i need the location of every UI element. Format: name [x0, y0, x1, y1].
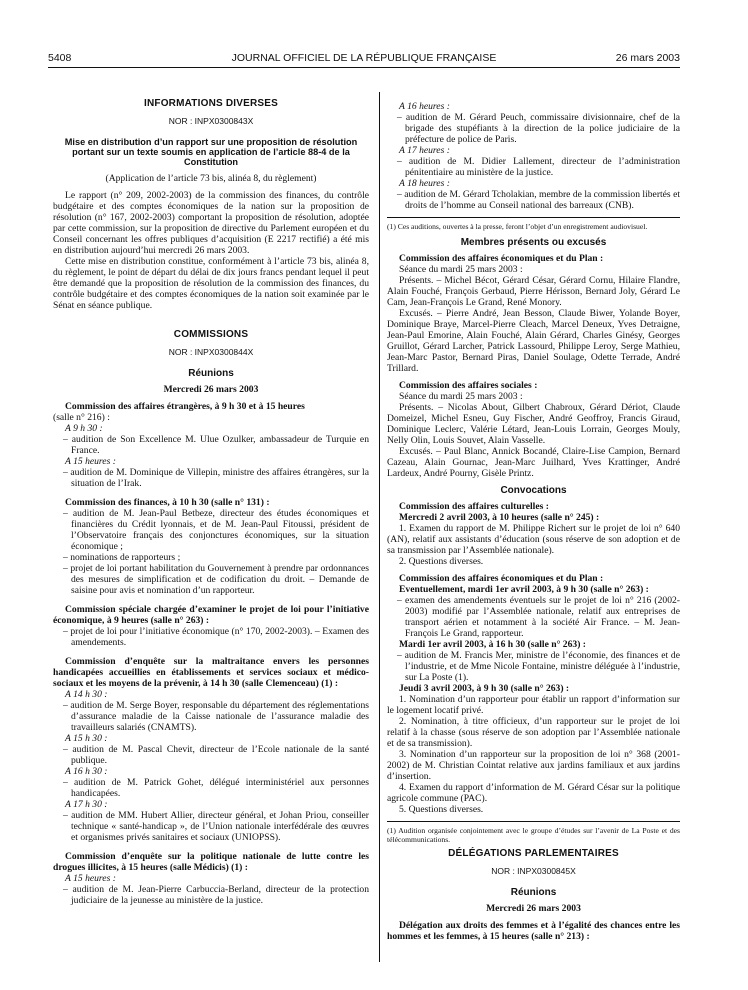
subsection-title: Convocations	[500, 485, 567, 496]
time-slot: A 16 heures :	[399, 101, 450, 112]
time-slot: A 16 h 30 :	[65, 766, 108, 777]
agenda-item: – audition de M. Didier Lallement, directeur de l’administration pénitentiaire au ministère de la justice.	[397, 156, 680, 178]
left-column	[53, 98, 369, 906]
agenda-item: 5. Questions diverses.	[399, 804, 484, 815]
right-column	[387, 101, 680, 942]
present-members: Présents. – Nicolas About, Gilbert Chabroux, Gérard Dériot, Claude Domeizel, Michel Esneu, Guy Fischer, André Geoffroy, Francis Giraud, Dominique Leclerc, Valérie Létard, Jean-Louis Lorrain, Georges Mouly, Nelly Olin, Louis Souvet, Alain Vasselle.	[387, 402, 680, 446]
meeting-datetime: Jeudi 3 avril 2003, à 9 h 30 (salle n° 263) :	[399, 683, 570, 694]
nor-reference: NOR : INPX0300844X	[168, 347, 254, 357]
commission-heading: Commission spéciale chargée d’examiner le projet de loi pour l’initiative économique, à 9 heures (salle n° 263) :	[53, 604, 369, 626]
page-header	[48, 52, 680, 66]
time-slot: A 14 h 30 :	[65, 689, 108, 700]
agenda-item: 1. Examen du rapport de M. Philippe Richert sur le projet de loi n° 640 (AN), relatif aux assistants d’éducation (sous réserve de son adoption et de sa transmission par l’Assemblée nationale).	[387, 523, 680, 556]
application-note: (Application de l’article 73 bis, alinéa 8, du règlement)	[105, 173, 317, 184]
agenda-item: – audition de M. Dominique de Villepin, ministre des affaires étrangères, sur la situation de l’Irak.	[63, 467, 369, 489]
agenda-item: 4. Examen du rapport d’information de M. Gérard César sur la politique agricole commune (PAC).	[387, 782, 680, 804]
commission-heading: Commission des affaires économiques et du Plan :	[399, 253, 604, 264]
column-divider	[379, 92, 380, 962]
commission-heading: Délégation aux droits des femmes et à l’égalité des chances entre les hommes et les femmes, à 15 heures (salle n° 213) :	[387, 920, 680, 942]
subsection-title: Membres présents ou excusés	[460, 237, 607, 248]
footnote: (1) Audition organisée conjointement avec le groupe d’études sur l’avenir de La Poste et des télécommunications.	[387, 826, 680, 844]
agenda-item: 3. Nomination d’un rapporteur sur la proposition de loi n° 368 (2001-2002) de M. Christian Cointat relative aux jardins familiaux et aux jardins d’insertion.	[387, 749, 680, 782]
agenda-item: – examen des amendements éventuels sur le projet de loi n° 216 (2002-2003) modifié par l’Assemblée nationale, relatif aux entreprises de transport aérien et notamment à la société Air France. – M. Jean-François Le Grand, rapporteur.	[397, 595, 680, 639]
subsection-title: Réunions	[510, 887, 557, 898]
present-members: Présents. – Michel Bécot, Gérard César, Gérard Cornu, Hilaire Flandre, Alain Fouché, François Gerbaud, Pierre Hérisson, Bernard Joly, Gérard Le Cam, Jean-François Le Grand, René Monory.	[387, 275, 680, 308]
agenda-item: – audition de M. Jean-Paul Betbeze, directeur des études économiques et financières du Crédit lyonnais, et de M. Jean-Paul Fitoussi, président de l’Observatoire français des conjonctures économiques, sur la situation économique ;	[63, 508, 369, 552]
agenda-item: 1. Nomination d’un rapporteur pour établir un rapport d’information sur le logement locatif privé.	[387, 694, 680, 716]
time-slot: A 15 heures :	[65, 873, 116, 884]
agenda-item: – projet de loi portant habilitation du Gouvernement à prendre par ordonnances des mesures de simplification et de codification du droit. – Demande de saisine pour avis et nomination d’un rapporteur.	[63, 563, 369, 596]
subsection-title: Réunions	[188, 368, 234, 379]
agenda-item: – audition de MM. Hubert Allier, directeur général, et Johan Priou, conseiller technique « santé-handicap », de l’Union nationale interfédérale des œuvres et organismes privés sanitaires et sociaux (UNIOPSS).	[63, 810, 369, 843]
time-slot: A 17 heures :	[399, 145, 450, 156]
meeting-date: Mercredi 26 mars 2003	[486, 903, 581, 914]
nor-reference: NOR : INPX0300845X	[491, 866, 576, 876]
paragraph: Le rapport (n° 209, 2002-2003) de la commission des finances, du contrôle budgétaire et des comptes économiques de la nation sur la proposition de résolution (n° 167, 2002-2003) comportant la proposition de résolution, adoptée par cette commission, sur la proposition de directive du Parlement européen et du Conseil concernant les offres publiques d’acquisition (E 2217 rectifié) a été mis en distribution aujourd’hui mercredi 26 mars 2003.	[53, 190, 369, 256]
agenda-item: – audition de Son Excellence M. Ulue Ozulker, ambassadeur de Turquie en France.	[63, 434, 369, 456]
commission-heading: Commission des finances, à 10 h 30 (salle n° 131) :	[65, 497, 270, 508]
agenda-item: – audition de M. Francis Mer, ministre de l’économie, des finances et de l’industrie, et de Mme Nicole Fontaine, ministre déléguée à l’industrie, sur La Poste (1).	[397, 650, 680, 683]
agenda-item: – audition de M. Jean-Pierre Carbuccia-Berland, directeur de la protection judiciaire de la jeunesse au ministère de la justice.	[63, 884, 369, 906]
header-rule	[48, 67, 680, 68]
section-title-commissions: COMMISSIONS	[173, 329, 249, 340]
time-slot: A 17 h 30 :	[65, 799, 108, 810]
session-date: Séance du mardi 25 mars 2003 :	[399, 391, 523, 402]
commission-heading: Commission des affaires culturelles :	[399, 501, 549, 512]
meeting-datetime: Eventuellement, mardi 1er avril 2003, à 9 h 30 (salle n° 263) :	[399, 584, 649, 595]
time-slot: A 18 heures :	[399, 178, 450, 189]
agenda-item: – audition de M. Gérard Peuch, commissaire divisionnaire, chef de la brigade des stupéfiants à la direction de la police judiciaire de la préfecture de police de Paris.	[397, 112, 680, 145]
page-number: 5408	[48, 52, 72, 64]
section-title-delegations: DÉLÉGATIONS PARLEMENTAIRES	[448, 848, 619, 859]
commission-heading: Commission des affaires économiques et du Plan :	[399, 573, 604, 584]
agenda-item: – audition de M. Serge Boyer, responsable du département des réglementations d’assurance maladie de la Caisse nationale de l’assurance maladie des travailleurs salariés (CNAMTS).	[63, 700, 369, 733]
time-slot: A 9 h 30 :	[65, 423, 103, 434]
article-title: Mise en distribution d’un rapport sur une proposition de résolution portant sur un texte soumis en application de l’article 88-4 de la Constitution	[64, 137, 358, 167]
agenda-item: 2. Questions diverses.	[399, 556, 484, 567]
time-slot: A 15 heures :	[65, 456, 116, 467]
room: (salle n° 216) :	[53, 412, 110, 423]
agenda-item: – audition de M. Pascal Chevit, directeur de l’Ecole nationale de la santé publique.	[63, 744, 369, 766]
commission-heading: Commission des affaires étrangères, à 9 h 30 et à 15 heures	[65, 401, 305, 412]
excused-members: Excusés. – Pierre André, Jean Besson, Claude Biwer, Yolande Boyer, Dominique Braye, Marcel-Pierre Cleach, Marcel Deneux, Yves Detraigne, Jean-Paul Emorine, Alain Fouché, Alain Gérard, Charles Ginésy, Georges Gruillot, Gérard Larcher, Patrick Lassourd, Philippe Leroy, Serge Mathieu, Jean-Marc Pastor, Bernard Piras, Daniel Soulage, Odette Terrade, André Trillard.	[387, 308, 680, 374]
issue-date: 26 mars 2003	[615, 52, 680, 64]
meeting-datetime: Mercredi 2 avril 2003, à 10 heures (salle n° 245) :	[399, 512, 600, 523]
agenda-item: – projet de loi pour l’initiative économique (n° 170, 2002-2003). – Examen des amendements.	[63, 626, 369, 648]
agenda-item: 2. Nomination, à titre officieux, d’un rapporteur sur le projet de loi relatif à la chasse (sous réserve de son adoption par l’Assemblée nationale et de sa transmission).	[387, 716, 680, 749]
footnote-rule	[387, 821, 680, 822]
agenda-item: – audition de M. Patrick Gohet, délégué interministériel aux personnes handicapées.	[63, 777, 369, 799]
commission-heading: Commission d’enquête sur la maltraitance envers les personnes handicapées accueillies en établissements et services sociaux et médico-sociaux et les moyens de la prévenir, à 14 h 30 (salle Clemenceau) (1) :	[53, 656, 369, 689]
paragraph: Cette mise en distribution constitue, conformément à l’article 73 bis, alinéa 8, du règlement, le point de départ du délai de dix jours francs pendant lequel il peut être demandé que la proposition de résolution de la commission des finances, du contrôle budgétaire et des comptes économiques de la nation soit examinée par le Sénat en séance publique.	[53, 256, 369, 311]
meeting-date: Mercredi 26 mars 2003	[163, 384, 259, 395]
commission-heading: Commission des affaires sociales :	[399, 380, 538, 391]
journal-title: JOURNAL OFFICIEL DE LA RÉPUBLIQUE FRANÇAISE	[231, 52, 497, 64]
section-title-informations: INFORMATIONS DIVERSES	[143, 98, 279, 109]
agenda-item: – audition de M. Gérard Tcholakian, membre de la commission libertés et droits de l’homme au Conseil national des barreaux (CNB).	[397, 189, 680, 211]
footnote-rule	[387, 217, 680, 218]
nor-reference: NOR : INPX0300843X	[168, 116, 254, 126]
footnote: (1) Ces auditions, ouvertes à la presse, feront l’objet d’un enregistrement audiovisuel.	[387, 222, 648, 231]
excused-members: Excusés. – Paul Blanc, Annick Bocandé, Claire-Lise Campion, Bernard Cazeau, Alain Gournac, Jean-Marc Juilhard, Yves Krattinger, André Lardeux, André Pourny, Gisèle Printz.	[387, 446, 680, 479]
agenda-item: – nominations de rapporteurs ;	[63, 552, 181, 563]
time-slot: A 15 h 30 :	[65, 733, 108, 744]
commission-heading: Commission d’enquête sur la politique nationale de lutte contre les drogues illicites, à 15 heures (salle Médicis) (1) :	[53, 851, 369, 873]
meeting-datetime: Mardi 1er avril 2003, à 16 h 30 (salle n° 263) :	[399, 639, 586, 650]
session-date: Séance du mardi 25 mars 2003 :	[399, 264, 523, 275]
